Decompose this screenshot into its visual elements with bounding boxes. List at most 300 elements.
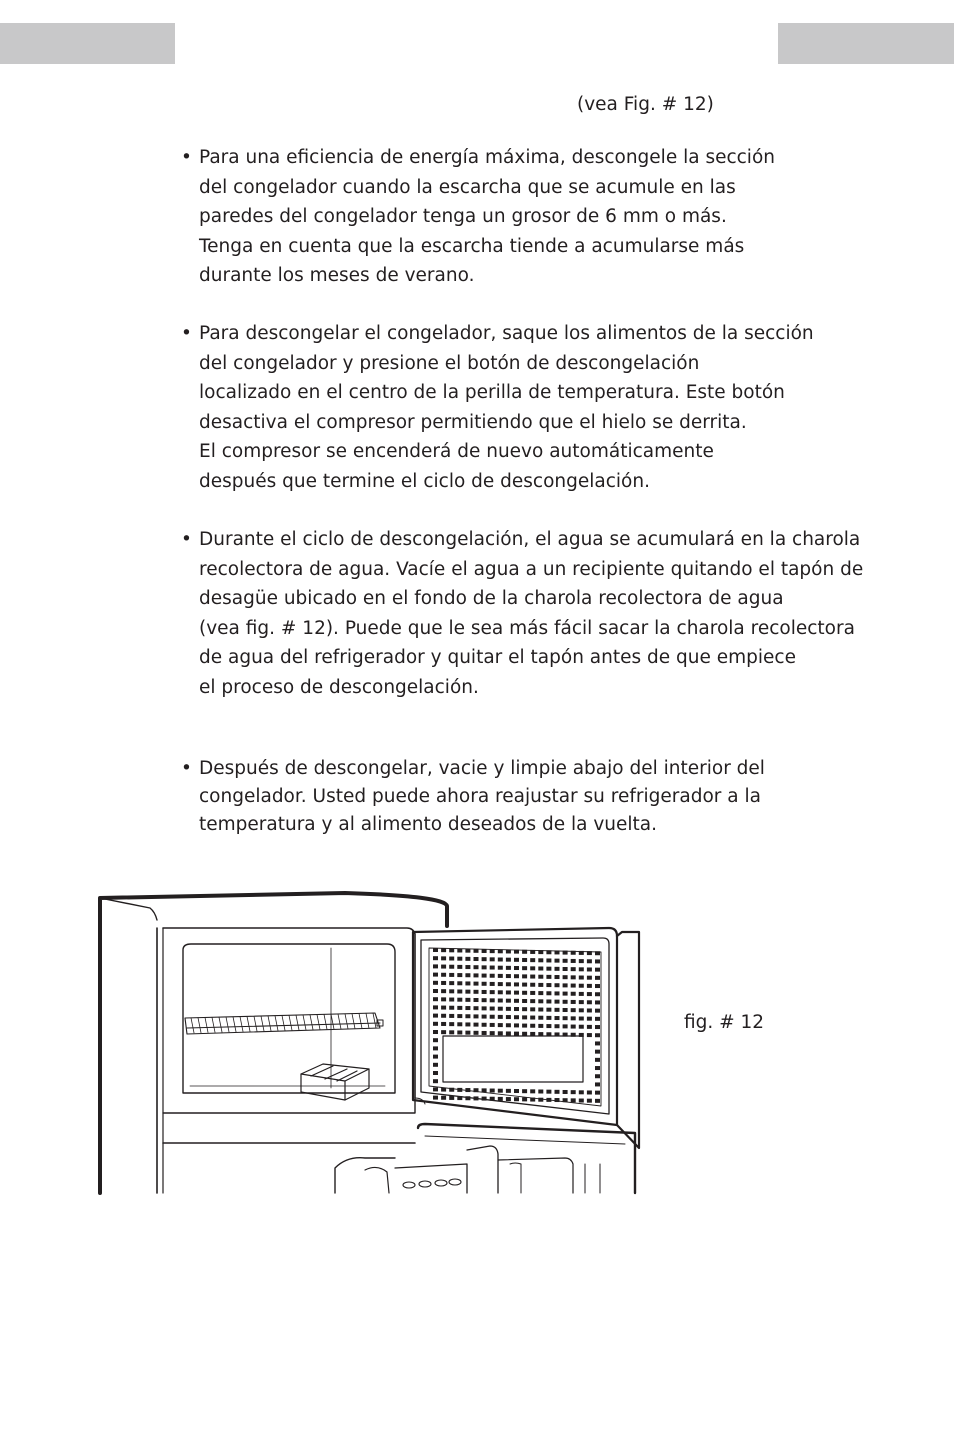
door-dot (506, 949, 511, 953)
door-dot (514, 1089, 519, 1093)
bullet-text: Después de descongelar, vacie y limpie abajo del interior del (199, 758, 765, 779)
door-dot (595, 992, 600, 996)
shelf-wire-lines (191, 1013, 376, 1033)
lower-door-inner (425, 1136, 625, 1144)
door-dot (546, 975, 551, 979)
door-dot (563, 1098, 568, 1102)
door-dot (482, 965, 487, 969)
door-dot (449, 1096, 454, 1100)
door-dot (474, 998, 479, 1002)
door-dot (474, 982, 479, 986)
door-dot (538, 1090, 543, 1094)
door-dot (595, 1074, 600, 1078)
door-dot (490, 957, 495, 961)
door-dot (482, 1015, 487, 1019)
door-dot (506, 1089, 511, 1093)
door-dot (457, 1022, 462, 1026)
door-dot (514, 991, 519, 995)
freezer-opening (163, 928, 415, 1098)
door-dot (538, 1098, 543, 1102)
door-dot (465, 981, 470, 985)
door-dot (530, 983, 535, 987)
door-dot (441, 1022, 446, 1026)
door-dot (457, 989, 462, 993)
door-dot (546, 1008, 551, 1012)
door-dot (498, 982, 503, 986)
door-dot (433, 964, 438, 968)
door-dot (522, 1007, 527, 1011)
door-dot (595, 1017, 600, 1021)
door-dot (441, 965, 446, 969)
door-dot (555, 983, 560, 987)
door-dot (571, 1098, 576, 1102)
egg-cups (403, 1179, 461, 1188)
door-dot (522, 1089, 527, 1093)
door-dot (465, 973, 470, 977)
bullet-line: congelador. Usted puede ahora reajustar su refrigerador a la (199, 786, 761, 807)
shelf-wire (191, 1018, 194, 1033)
door-dot (571, 992, 576, 996)
door-dot (506, 990, 511, 994)
door-dot (514, 958, 519, 962)
door-dot (506, 982, 511, 986)
door-dot (587, 992, 592, 996)
shelf-wire (324, 1014, 327, 1029)
door-dot (530, 958, 535, 962)
door-dot (441, 989, 446, 993)
door-dot (482, 1023, 487, 1027)
door-dot (571, 959, 576, 963)
door-dot (498, 1023, 503, 1027)
door-dot (490, 1097, 495, 1101)
door-dot (555, 1000, 560, 1004)
door-dot (563, 951, 568, 955)
bullet-line (181, 143, 881, 173)
door-dot (571, 1016, 576, 1020)
door-dot (498, 949, 503, 953)
door-dot (522, 1097, 527, 1101)
door-dot (490, 1015, 495, 1019)
door-dot (587, 967, 592, 971)
door-dot (595, 976, 600, 980)
door-dot (546, 958, 551, 962)
door-dot (506, 974, 511, 978)
door-dot (506, 1097, 511, 1101)
door-dot (506, 999, 511, 1003)
bullet-line: de agua del refrigerador y quitar el tapón antes de que empiece (199, 647, 796, 669)
door-dot (563, 992, 568, 996)
door-dot (474, 949, 479, 953)
door-dot (514, 950, 519, 954)
door-dot (530, 1024, 535, 1028)
door-dot (465, 1022, 470, 1026)
refrigerator-figure (95, 888, 650, 1198)
bullet-dot: • (181, 529, 192, 550)
door-dot (465, 965, 470, 969)
freezer-liner (183, 944, 395, 1093)
door-dot (530, 966, 535, 970)
door-dot (555, 1098, 560, 1102)
door-dot (449, 957, 454, 961)
door-dot (498, 1097, 503, 1101)
door-dot (563, 1008, 568, 1012)
door-dot (514, 966, 519, 970)
door-dot (474, 1031, 479, 1035)
header-tab-right (778, 23, 954, 64)
door-dot (571, 951, 576, 955)
lower-shelf-right-2 (510, 1163, 600, 1193)
door-dot (449, 1030, 454, 1034)
door-dot (514, 999, 519, 1003)
door-dot (571, 967, 576, 971)
door-dot (474, 1088, 479, 1092)
door-dot (441, 997, 446, 1001)
door-dot (449, 965, 454, 969)
freezer-bottom (163, 1098, 415, 1113)
door-dot (579, 1008, 584, 1012)
door-dot (563, 1016, 568, 1020)
shelf-wire (233, 1017, 236, 1032)
door-dot (441, 1096, 446, 1100)
door-dot (579, 1025, 584, 1029)
door-dot (595, 1099, 600, 1103)
door-dot (433, 1038, 438, 1042)
door-dot (449, 1022, 454, 1026)
door-dot (579, 1033, 584, 1037)
door-dot (538, 983, 543, 987)
door-dot (571, 1033, 576, 1037)
door-dot (563, 1033, 568, 1037)
door-dot (482, 998, 487, 1002)
door-dot (482, 990, 487, 994)
door-dot (433, 1014, 438, 1018)
door-dot (457, 998, 462, 1002)
door-dot (433, 1087, 438, 1091)
bullet-text: Para descongelar el congelador, saque los alimentos de la sección (199, 323, 814, 344)
bullet-text: Durante el ciclo de descongelación, el agua se acumulará en la charola (199, 529, 861, 550)
shelf-wire (268, 1016, 271, 1031)
door-dot (530, 1032, 535, 1036)
lower-left-bin (335, 1158, 395, 1193)
door-dot (587, 1008, 592, 1012)
figure-caption: fig. # 12 (684, 1012, 765, 1033)
shelf-wire (198, 1018, 201, 1033)
door-dot (538, 991, 543, 995)
door-dot (433, 948, 438, 952)
door-dot (482, 1006, 487, 1010)
door-dot (498, 990, 503, 994)
shelf-wire (331, 1014, 334, 1029)
bullet-dot: • (181, 323, 192, 344)
ice-cube-tray (301, 1064, 369, 1100)
header-tab-left (0, 23, 175, 64)
door-dot (522, 974, 527, 978)
bullet-line: del congelador y presione el botón de descongelación (199, 352, 700, 374)
door-dot (474, 965, 479, 969)
door-dot (522, 966, 527, 970)
bullet-paragraph-drip-tray (181, 525, 881, 703)
door-dot (546, 999, 551, 1003)
door-dot (555, 950, 560, 954)
door-dot (482, 974, 487, 978)
door-dot (433, 997, 438, 1001)
door-dot (457, 973, 462, 977)
door-dot (433, 1005, 438, 1009)
door-dot (465, 1031, 470, 1035)
door-dot (490, 966, 495, 970)
door-dot (449, 998, 454, 1002)
door-dot (555, 959, 560, 963)
door-dot (514, 1015, 519, 1019)
door-dot (587, 1017, 592, 1021)
door-dot (490, 974, 495, 978)
door-label-panel (443, 1036, 583, 1082)
shelf-wire (247, 1016, 250, 1031)
door-dot (433, 1071, 438, 1075)
door-dot (571, 1025, 576, 1029)
bullet-line: Tenga en cuenta que la escarcha tiende a acumularse más (199, 235, 745, 257)
door-dot (457, 1088, 462, 1092)
shelf-wire (205, 1017, 208, 1032)
door-dot (522, 1032, 527, 1036)
door-dot (538, 967, 543, 971)
door-dot (506, 1023, 511, 1027)
door-dot (449, 1088, 454, 1092)
door-dot (587, 1033, 592, 1037)
bullet-line: del congelador cuando la escarcha que se acumule en las (199, 176, 736, 198)
door-dot (530, 999, 535, 1003)
door-dot (587, 1099, 592, 1103)
bullet-line: El compresor se encenderá de nuevo automáticamente (199, 441, 714, 463)
door-dot (595, 1058, 600, 1062)
door-dot (579, 984, 584, 988)
door-dot (506, 966, 511, 970)
door-dot (563, 959, 568, 963)
refrigerator-illustration (95, 888, 650, 1198)
egg-holder (395, 1164, 467, 1193)
door-dot (571, 1008, 576, 1012)
bullet-line: localizado en el centro de la perilla de temperatura. Este botón (199, 382, 785, 404)
door-dot (522, 1024, 527, 1028)
door-dot (433, 1096, 438, 1100)
door-dot (441, 981, 446, 985)
door-dot (538, 958, 543, 962)
figure-reference: (vea Fig. # 12) (577, 94, 714, 115)
door-dot (595, 951, 600, 955)
door-dot (587, 1000, 592, 1004)
door-dot (571, 975, 576, 979)
door-dot (555, 991, 560, 995)
door-dot (563, 967, 568, 971)
door-dot (555, 975, 560, 979)
door-dot (522, 991, 527, 995)
door-dot (595, 959, 600, 963)
door-dot (563, 1024, 568, 1028)
bullet-dot: • (181, 758, 192, 779)
door-dot (530, 1089, 535, 1093)
door-dot (514, 1032, 519, 1036)
door-dot (449, 981, 454, 985)
door-dot (514, 1097, 519, 1101)
door-dot (433, 1046, 438, 1050)
door-dot (465, 1096, 470, 1100)
bullet-line: paredes del congelador tenga un grosor de 6 mm o más. (199, 206, 727, 228)
door-dot (579, 959, 584, 963)
door-dot (563, 1000, 568, 1004)
door-dot (474, 973, 479, 977)
door-dot (530, 950, 535, 954)
door-dot (538, 1032, 543, 1036)
door-dot (433, 1079, 438, 1083)
door-liner-dots (433, 948, 600, 1103)
door-dot (595, 1009, 600, 1013)
shelf-wire (303, 1015, 306, 1030)
door-dot (555, 1008, 560, 1012)
door-dot (522, 983, 527, 987)
door-dot (482, 1088, 487, 1092)
door-dot (441, 973, 446, 977)
door-dot (490, 1023, 495, 1027)
door-dot (546, 1032, 551, 1036)
door-dot (433, 981, 438, 985)
door-dot (433, 973, 438, 977)
shelf-wire (317, 1015, 320, 1030)
door-dot (522, 1015, 527, 1019)
door-dot (498, 966, 503, 970)
shelf-wire (282, 1015, 285, 1030)
door-dot (449, 989, 454, 993)
door-dot (563, 983, 568, 987)
door-dot (457, 1006, 462, 1010)
bullet-text: Para una eficiencia de energía máxima, descongele la sección (199, 147, 775, 168)
door-dot (538, 1024, 543, 1028)
door-dot (555, 967, 560, 971)
door-dot (474, 990, 479, 994)
door-dot (474, 1023, 479, 1027)
shelf-wire (261, 1016, 264, 1031)
bullet-line: después que termine el ciclo de descongelación. (199, 470, 650, 492)
door-dot (563, 1090, 568, 1094)
door-dot (433, 1063, 438, 1067)
door-dot (595, 1091, 600, 1095)
door-dot (571, 1090, 576, 1094)
door-dot (465, 990, 470, 994)
door-dot (579, 992, 584, 996)
shelf-wire (226, 1017, 229, 1032)
door-dot (465, 998, 470, 1002)
door-dot (449, 1006, 454, 1010)
door-dot (587, 984, 592, 988)
door-dot (546, 1098, 551, 1102)
door-dot (457, 1096, 462, 1100)
door-dot (571, 1000, 576, 1004)
door-dot (514, 982, 519, 986)
door-dot (457, 981, 462, 985)
door-dot (441, 1030, 446, 1034)
door-dot (490, 1031, 495, 1035)
bullet-line (181, 525, 881, 555)
door-dot (457, 965, 462, 969)
door-dot (498, 1031, 503, 1035)
bullet-line: desactiva el compresor permitiendo que el hielo se derrita. (199, 411, 747, 433)
door-dot (530, 1007, 535, 1011)
shelf-wire (352, 1014, 355, 1029)
door-dot (441, 948, 446, 952)
door-dot (441, 1088, 446, 1092)
door-dot (587, 959, 592, 963)
door-dot (530, 1016, 535, 1020)
door-dot (433, 1030, 438, 1034)
door-dot (522, 950, 527, 954)
lower-door-frame (418, 1124, 635, 1193)
shelf-wire (254, 1016, 257, 1031)
door-dot (433, 1022, 438, 1026)
door-dot (579, 1090, 584, 1094)
door-dot (490, 982, 495, 986)
door-dot (546, 991, 551, 995)
shelf-wire (219, 1017, 222, 1032)
shelf-wire (310, 1015, 313, 1030)
bullet-line: recolectora de agua. Vacíe el agua a un recipiente quitando el tapón de (199, 558, 864, 580)
door-dot (571, 984, 576, 988)
shelf-wire (338, 1014, 341, 1029)
door-dot (490, 998, 495, 1002)
shelf-wire (366, 1013, 369, 1028)
door-dot (498, 1015, 503, 1019)
door-dot (506, 1007, 511, 1011)
door-dot (514, 974, 519, 978)
lower-shelf-right (498, 1158, 573, 1193)
door-dot (498, 957, 503, 961)
bullet-paragraph-defrost-button (181, 319, 881, 497)
shelf-wire (345, 1014, 348, 1029)
door-dot (587, 1025, 592, 1029)
door-dot (595, 1082, 600, 1086)
door-dot (595, 1041, 600, 1045)
shelf-wire (359, 1013, 362, 1028)
bullet-line: desagüe ubicado en el fondo de la charola recolectora de agua (199, 588, 784, 610)
door-dot (555, 1024, 560, 1028)
cabinet-top-edge (100, 898, 157, 920)
door-dot (457, 1030, 462, 1034)
door-dot (595, 1000, 600, 1004)
door-dot (498, 998, 503, 1002)
door-dot (441, 1014, 446, 1018)
door-dot (579, 1017, 584, 1021)
door-dot (522, 958, 527, 962)
door-dot (465, 1088, 470, 1092)
door-dot (465, 1014, 470, 1018)
bullet-paragraph-after-defrost (181, 755, 881, 839)
bullet-dot: • (181, 147, 192, 168)
door-dot (482, 982, 487, 986)
door-dot (595, 1033, 600, 1037)
bullet-line: temperatura y al alimento deseados de la vuelta. (199, 814, 658, 835)
bullet-line: durante los meses de verano. (199, 265, 475, 287)
door-dot (498, 1089, 503, 1093)
door-dot (482, 1031, 487, 1035)
door-dot (433, 989, 438, 993)
door-dot (555, 1016, 560, 1020)
door-dot (474, 1096, 479, 1100)
bullet-line: el proceso de descongelación. (199, 676, 479, 698)
door-dot (465, 1006, 470, 1010)
lower-right-bin (467, 1146, 498, 1193)
door-dot (595, 1066, 600, 1070)
door-dot (441, 956, 446, 960)
shelf-wire (212, 1017, 215, 1032)
door-dot (579, 1000, 584, 1004)
